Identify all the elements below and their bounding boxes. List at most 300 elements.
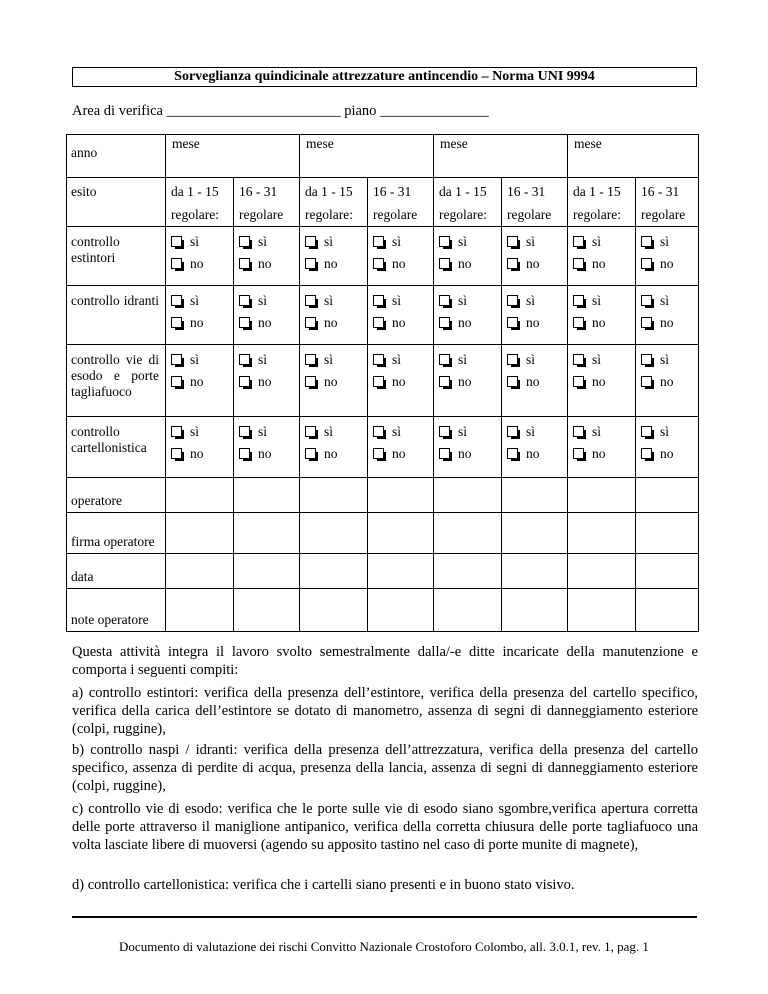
no-option[interactable] (641, 253, 696, 275)
checkbox-icon[interactable] (507, 317, 518, 328)
check-cell (166, 227, 234, 286)
no-label: no (190, 374, 204, 389)
checkbox-icon[interactable] (239, 317, 250, 328)
check-label: controllo estintori (67, 227, 166, 286)
check-cell (368, 286, 434, 345)
regolare-label: regolare (239, 207, 284, 222)
no-option[interactable] (573, 312, 633, 334)
check-row (67, 345, 699, 417)
info-input-cell[interactable] (434, 513, 502, 554)
checkbox-icon[interactable] (373, 258, 384, 269)
info-input-cell[interactable] (300, 478, 368, 513)
period-range: 16 - 31 (373, 184, 412, 199)
checkbox-icon[interactable] (305, 295, 316, 306)
no-option[interactable] (305, 253, 365, 275)
yes-label: sì (324, 293, 334, 308)
period-cell (636, 178, 699, 227)
no-label: no (392, 315, 406, 330)
info-input-cell[interactable] (300, 589, 368, 632)
no-option[interactable] (573, 253, 633, 275)
yes-option[interactable] (305, 290, 365, 312)
no-label: no (526, 374, 540, 389)
yes-label: sì (458, 234, 468, 249)
checkbox-icon[interactable] (305, 258, 316, 269)
no-label: no (592, 256, 606, 271)
info-input-cell[interactable] (434, 478, 502, 513)
no-option[interactable] (507, 443, 565, 465)
no-label: no (324, 446, 338, 461)
checkbox-icon[interactable] (305, 354, 316, 365)
footer-rule (72, 916, 697, 918)
period-row (67, 178, 699, 227)
yes-label: sì (526, 424, 536, 439)
no-label: no (190, 446, 204, 461)
info-label: data (67, 554, 166, 589)
regolare-label: regolare (507, 207, 552, 222)
check-cell (636, 286, 699, 345)
info-input-cell[interactable] (166, 478, 234, 513)
checkbox-icon[interactable] (239, 295, 250, 306)
check-cell (166, 286, 234, 345)
no-option[interactable] (239, 371, 297, 393)
regolare-label: regolare (641, 207, 686, 222)
no-label: no (660, 374, 674, 389)
checkbox-icon[interactable] (573, 317, 584, 328)
checkbox-icon[interactable] (373, 354, 384, 365)
yes-option[interactable] (641, 290, 696, 312)
no-option[interactable] (439, 371, 499, 393)
no-label: no (190, 256, 204, 271)
yes-label: sì (392, 293, 402, 308)
yes-option[interactable] (507, 349, 565, 371)
period-cell (300, 178, 368, 227)
anno-label: anno (67, 135, 166, 178)
check-cell (568, 417, 636, 478)
info-input-cell[interactable] (502, 554, 568, 589)
yes-label: sì (660, 424, 670, 439)
regolare-label: regolare: (171, 207, 219, 222)
checkbox-icon[interactable] (171, 376, 182, 387)
period-range: da 1 - 15 (171, 184, 219, 199)
yes-label: sì (526, 234, 536, 249)
yes-label: sì (392, 234, 402, 249)
checkbox-icon[interactable] (573, 376, 584, 387)
info-input-cell[interactable] (502, 589, 568, 632)
yes-label: sì (324, 234, 334, 249)
check-cell (300, 227, 368, 286)
month-cell: mese (568, 135, 699, 178)
check-label: controllo cartellonistica (67, 417, 166, 478)
period-range: 16 - 31 (239, 184, 278, 199)
checkbox-icon[interactable] (641, 295, 652, 306)
checkbox-icon[interactable] (171, 236, 182, 247)
checkbox-icon[interactable] (239, 354, 250, 365)
info-input-cell[interactable] (234, 478, 300, 513)
checkbox-icon[interactable] (507, 448, 518, 459)
info-label: note operatore (67, 589, 166, 632)
info-row (67, 478, 699, 513)
yes-option[interactable] (239, 231, 297, 253)
checkbox-icon[interactable] (641, 376, 652, 387)
yes-label: sì (592, 293, 602, 308)
no-option[interactable] (573, 443, 633, 465)
checkbox-icon[interactable] (641, 236, 652, 247)
checkbox-icon[interactable] (507, 376, 518, 387)
no-label: no (458, 446, 472, 461)
check-label: controllo idranti (67, 286, 166, 345)
period-cell (166, 178, 234, 227)
yes-option[interactable] (171, 231, 231, 253)
yes-option[interactable] (573, 421, 633, 443)
info-input-cell[interactable] (234, 589, 300, 632)
yes-label: sì (258, 234, 268, 249)
yes-option[interactable] (373, 421, 431, 443)
no-label: no (258, 446, 272, 461)
yes-label: sì (458, 424, 468, 439)
check-cell (434, 345, 502, 417)
info-row (67, 554, 699, 589)
checkbox-icon[interactable] (439, 236, 450, 247)
period-range: da 1 - 15 (439, 184, 487, 199)
info-input-cell[interactable] (636, 554, 699, 589)
yes-option[interactable] (171, 421, 231, 443)
info-input-cell[interactable] (368, 589, 434, 632)
checkbox-icon[interactable] (641, 426, 652, 437)
info-input-cell[interactable] (368, 478, 434, 513)
no-label: no (458, 374, 472, 389)
no-label: no (324, 256, 338, 271)
yes-label: sì (324, 352, 334, 367)
checkbox-icon[interactable] (507, 354, 518, 365)
no-label: no (458, 256, 472, 271)
info-input-cell[interactable] (568, 589, 636, 632)
no-option[interactable] (373, 371, 431, 393)
checkbox-icon[interactable] (171, 258, 182, 269)
period-cell (502, 178, 568, 227)
check-cell (300, 286, 368, 345)
check-cell (502, 417, 568, 478)
document-title: Sorveglianza quindicinale attrezzature antincendio – Norma UNI 9994 (72, 67, 697, 87)
no-option[interactable] (439, 443, 499, 465)
checkbox-icon[interactable] (373, 295, 384, 306)
check-cell (234, 417, 300, 478)
yes-option[interactable] (641, 421, 696, 443)
no-label: no (660, 315, 674, 330)
no-option[interactable] (171, 371, 231, 393)
yes-option[interactable] (305, 349, 365, 371)
checkbox-icon[interactable] (507, 236, 518, 247)
month-cell: mese (434, 135, 568, 178)
no-label: no (190, 315, 204, 330)
no-option[interactable] (373, 253, 431, 275)
yes-label: sì (258, 293, 268, 308)
info-label: firma operatore (67, 513, 166, 554)
checkbox-icon[interactable] (641, 354, 652, 365)
info-input-cell[interactable] (166, 554, 234, 589)
check-cell (568, 286, 636, 345)
no-label: no (324, 374, 338, 389)
checkbox-icon[interactable] (305, 236, 316, 247)
checkbox-icon[interactable] (573, 354, 584, 365)
checkbox-icon[interactable] (573, 448, 584, 459)
checkbox-icon[interactable] (641, 258, 652, 269)
no-option[interactable] (305, 443, 365, 465)
no-option[interactable] (239, 312, 297, 334)
yes-label: sì (190, 234, 200, 249)
checkbox-icon[interactable] (239, 236, 250, 247)
yes-label: sì (324, 424, 334, 439)
check-cell (300, 417, 368, 478)
no-option[interactable] (641, 371, 696, 393)
checkbox-icon[interactable] (439, 376, 450, 387)
esito-label: esito (67, 178, 166, 227)
info-input-cell[interactable] (434, 589, 502, 632)
check-cell (636, 417, 699, 478)
checkbox-icon[interactable] (439, 258, 450, 269)
checkbox-icon[interactable] (305, 448, 316, 459)
yes-option[interactable] (573, 290, 633, 312)
yes-option[interactable] (171, 349, 231, 371)
checkbox-icon[interactable] (171, 295, 182, 306)
yes-option[interactable] (239, 290, 297, 312)
no-option[interactable] (171, 443, 231, 465)
info-input-cell[interactable] (568, 554, 636, 589)
checkbox-icon[interactable] (439, 448, 450, 459)
checkbox-icon[interactable] (305, 426, 316, 437)
period-cell (234, 178, 300, 227)
no-label: no (458, 315, 472, 330)
regolare-label: regolare: (439, 207, 487, 222)
checkbox-icon[interactable] (641, 448, 652, 459)
yes-option[interactable] (507, 421, 565, 443)
checkbox-icon[interactable] (573, 236, 584, 247)
checkbox-icon[interactable] (439, 426, 450, 437)
check-row (67, 417, 699, 478)
checkbox-icon[interactable] (305, 376, 316, 387)
instruction-paragraph: d) controllo cartellonistica: verifica che i cartelli siano presenti e in buono stato visivo. (72, 877, 575, 893)
checkbox-icon[interactable] (239, 426, 250, 437)
yes-label: sì (190, 424, 200, 439)
check-cell (636, 345, 699, 417)
check-cell (502, 345, 568, 417)
yes-option[interactable] (373, 231, 431, 253)
no-label: no (258, 256, 272, 271)
no-label: no (592, 315, 606, 330)
checkbox-icon[interactable] (239, 448, 250, 459)
check-cell (368, 227, 434, 286)
period-range: da 1 - 15 (573, 184, 621, 199)
check-cell (502, 227, 568, 286)
no-option[interactable] (573, 371, 633, 393)
no-option[interactable] (305, 371, 365, 393)
info-input-cell[interactable] (166, 513, 234, 554)
yes-option[interactable] (305, 231, 365, 253)
info-input-cell[interactable] (568, 478, 636, 513)
check-row (67, 286, 699, 345)
month-cell: mese (300, 135, 434, 178)
no-label: no (392, 374, 406, 389)
check-cell (434, 417, 502, 478)
no-option[interactable] (507, 371, 565, 393)
no-option[interactable] (373, 312, 431, 334)
no-label: no (392, 256, 406, 271)
check-cell (166, 417, 234, 478)
yes-label: sì (660, 293, 670, 308)
checkbox-icon[interactable] (641, 317, 652, 328)
yes-option[interactable] (641, 349, 696, 371)
checkbox-icon[interactable] (171, 317, 182, 328)
regolare-label: regolare (373, 207, 418, 222)
checkbox-icon[interactable] (373, 376, 384, 387)
yes-option[interactable] (507, 231, 565, 253)
month-cell: mese (166, 135, 300, 178)
info-input-cell[interactable] (234, 513, 300, 554)
area-piano-line: Area di verifica ________________________ piano _______________ (72, 103, 489, 119)
info-label: operatore (67, 478, 166, 513)
no-option[interactable] (171, 253, 231, 275)
period-cell (568, 178, 636, 227)
no-label: no (392, 446, 406, 461)
checkbox-icon[interactable] (239, 376, 250, 387)
no-option[interactable] (239, 443, 297, 465)
checkbox-icon[interactable] (373, 448, 384, 459)
info-input-cell[interactable] (502, 513, 568, 554)
yes-label: sì (592, 352, 602, 367)
checkbox-icon[interactable] (573, 258, 584, 269)
check-cell (502, 286, 568, 345)
check-cell (368, 345, 434, 417)
instruction-paragraph: Questa attività integra il lavoro svolto semestralmente dalla/-e ditte incaricate della manutenzione e comporta i seguenti compiti: (72, 644, 698, 678)
no-label: no (592, 446, 606, 461)
yes-option[interactable] (507, 290, 565, 312)
yes-label: sì (592, 234, 602, 249)
info-input-cell[interactable] (434, 554, 502, 589)
info-input-cell[interactable] (568, 513, 636, 554)
checkbox-icon[interactable] (573, 295, 584, 306)
checkbox-icon[interactable] (573, 426, 584, 437)
yes-label: sì (392, 352, 402, 367)
yes-option[interactable] (239, 421, 297, 443)
yes-label: sì (392, 424, 402, 439)
period-range: da 1 - 15 (305, 184, 353, 199)
checkbox-icon[interactable] (439, 317, 450, 328)
no-label: no (660, 256, 674, 271)
checkbox-icon[interactable] (171, 426, 182, 437)
yes-option[interactable] (373, 349, 431, 371)
yes-label: sì (258, 424, 268, 439)
no-option[interactable] (439, 253, 499, 275)
check-cell (166, 345, 234, 417)
no-option[interactable] (305, 312, 365, 334)
page-footer: Documento di valutazione dei rischi Convitto Nazionale Crostoforo Colombo, all. 3.0.1, rev. 1, pag. 1 (119, 939, 649, 954)
check-cell (234, 345, 300, 417)
no-option[interactable] (507, 253, 565, 275)
period-cell (368, 178, 434, 227)
checkbox-icon[interactable] (439, 295, 450, 306)
info-input-cell[interactable] (166, 589, 234, 632)
checkbox-icon[interactable] (373, 317, 384, 328)
yes-label: sì (526, 352, 536, 367)
no-label: no (258, 374, 272, 389)
check-cell (368, 417, 434, 478)
regolare-label: regolare: (305, 207, 353, 222)
no-option[interactable] (373, 443, 431, 465)
no-option[interactable] (439, 312, 499, 334)
no-option[interactable] (171, 312, 231, 334)
yes-option[interactable] (171, 290, 231, 312)
no-option[interactable] (641, 312, 696, 334)
info-input-cell[interactable] (636, 589, 699, 632)
check-cell (568, 227, 636, 286)
check-cell (636, 227, 699, 286)
yes-label: sì (458, 352, 468, 367)
info-row (67, 513, 699, 554)
no-label: no (660, 446, 674, 461)
period-cell (434, 178, 502, 227)
yes-option[interactable] (305, 421, 365, 443)
no-option[interactable] (507, 312, 565, 334)
instruction-paragraph: a) controllo estintori: verifica della presenza dell’estintore, verifica della presenza del cartello specifico, verifica della carica dell’estintore se dotato di manometro, assenza di segni di danneggiamento esteriore (colpi, ruggine), (72, 685, 698, 737)
yes-option[interactable] (373, 290, 431, 312)
info-input-cell[interactable] (368, 513, 434, 554)
check-cell (434, 286, 502, 345)
info-input-cell[interactable] (300, 513, 368, 554)
regolare-label: regolare: (573, 207, 621, 222)
yes-option[interactable] (439, 290, 499, 312)
checkbox-icon[interactable] (507, 258, 518, 269)
checkbox-icon[interactable] (239, 258, 250, 269)
checkbox-icon[interactable] (305, 317, 316, 328)
yes-label: sì (258, 352, 268, 367)
info-input-cell[interactable] (368, 554, 434, 589)
checkbox-icon[interactable] (373, 426, 384, 437)
check-cell (434, 227, 502, 286)
yes-option[interactable] (641, 231, 696, 253)
checkbox-icon[interactable] (373, 236, 384, 247)
period-range: 16 - 31 (641, 184, 680, 199)
info-input-cell[interactable] (234, 554, 300, 589)
info-input-cell[interactable] (636, 478, 699, 513)
yes-label: sì (190, 352, 200, 367)
yes-option[interactable] (573, 231, 633, 253)
no-option[interactable] (641, 443, 696, 465)
info-input-cell[interactable] (502, 478, 568, 513)
info-row (67, 589, 699, 632)
yes-label: sì (592, 424, 602, 439)
yes-option[interactable] (439, 421, 499, 443)
no-option[interactable] (239, 253, 297, 275)
checkbox-icon[interactable] (507, 295, 518, 306)
yes-option[interactable] (439, 231, 499, 253)
checkbox-icon[interactable] (439, 354, 450, 365)
yes-option[interactable] (239, 349, 297, 371)
yes-label: sì (660, 234, 670, 249)
no-label: no (526, 256, 540, 271)
no-label: no (258, 315, 272, 330)
info-input-cell[interactable] (300, 554, 368, 589)
no-label: no (324, 315, 338, 330)
checkbox-icon[interactable] (171, 354, 182, 365)
check-label: controllo vie di esodo e porte tagliafuoco (67, 345, 166, 417)
info-input-cell[interactable] (636, 513, 699, 554)
no-label: no (526, 315, 540, 330)
yes-option[interactable] (573, 349, 633, 371)
check-cell (234, 286, 300, 345)
yes-option[interactable] (439, 349, 499, 371)
checkbox-icon[interactable] (171, 448, 182, 459)
checkbox-icon[interactable] (507, 426, 518, 437)
check-row (67, 227, 699, 286)
